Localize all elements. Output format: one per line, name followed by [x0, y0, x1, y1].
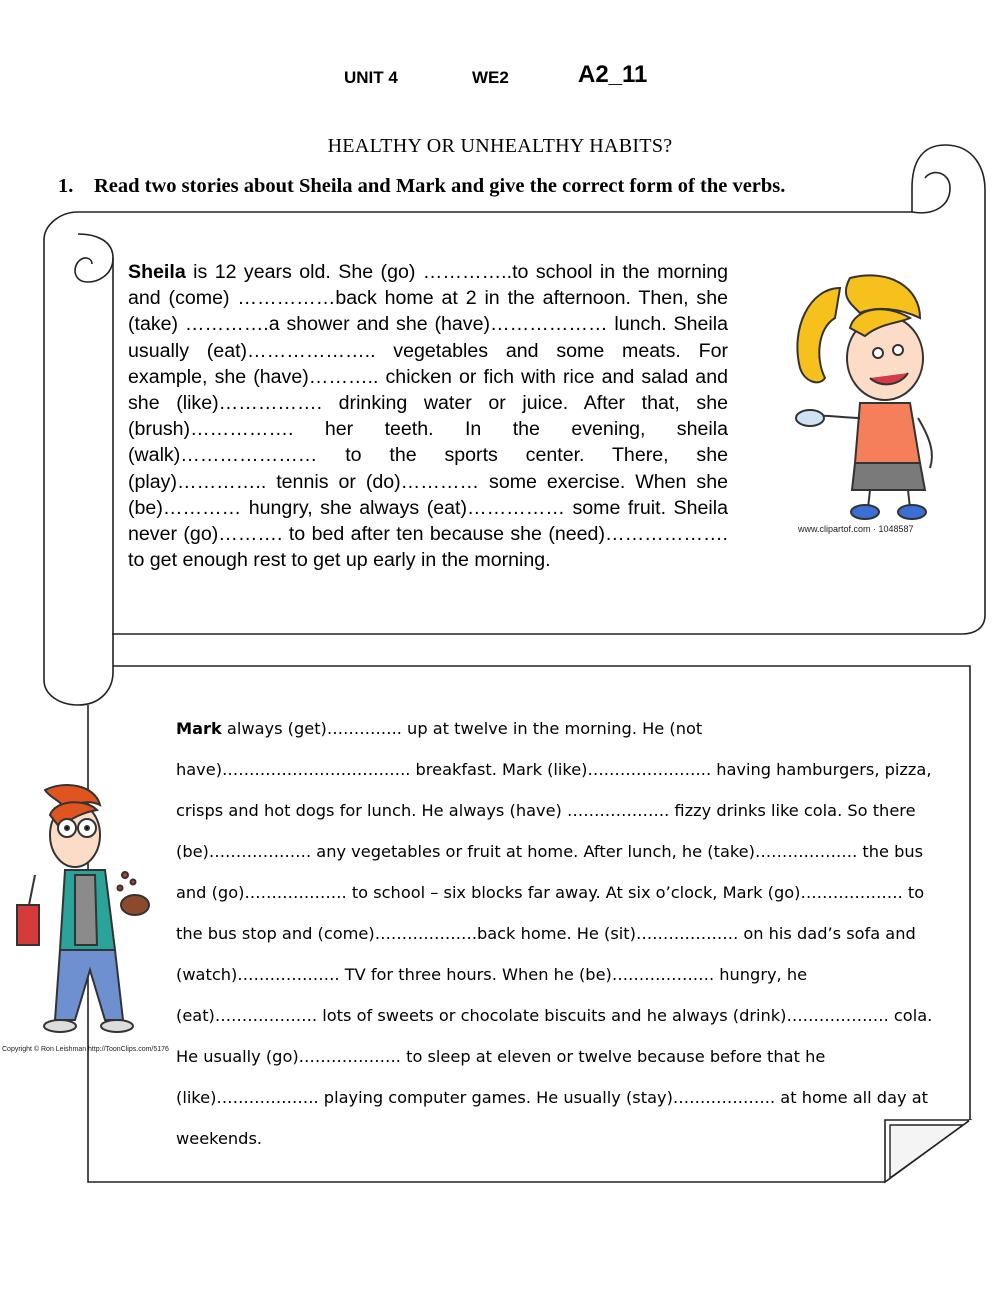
mark-name: Mark: [176, 719, 222, 738]
code-label: A2_11: [578, 61, 648, 88]
instruction-text: Read two stories about Sheila and Mark and give the correct form of the verbs.: [94, 175, 786, 197]
mark-illustration: [5, 780, 170, 1060]
sheila-story-text: is 12 years old. She (go) …………..to school in the morning and (come) ……………back home at 2 in the afternoon. Then, she (take) ………….a shower and she (have)……………… lunch. Sheila usually (eat)……………….. vegetables and some meats. For example, she (have)……….. chicken or fich with rice and salad and she (like)……………. drinking water or juice. After that, she (brush)……………. her teeth. In the evening, sheila (walk)………………… to the sports center. There, she (play)………….. tennis or (do)………… some exercise. When she (be)………… hungry, she always (eat)…………… some fruit. Sheila never (go)………. to bed after ten because she (need)………………. to get enough rest to get up early in the morning.: [128, 261, 728, 572]
instruction-number: 1.: [58, 175, 74, 197]
mark-story-text: always (get)………….. up at twelve in the morning. He (not have)…………………………….. breakfast. Mark (like)………………….. having hamburgers, pizza, crisps and hot dogs for lunch. He always (have) ………………. fizzy drinks like cola. So there (be)………………. any vegetables or fruit at home. After lunch, he (take)………………. the bus and (go)………………. to school – six blocks far away. At six o’clock, Mark (go)………………. to the bus stop and (come)……………….back home. He (sit)………………. on his dad’s sofa and (watch)………………. TV for three hours. When he (be)………………. hungry, he (eat)………………. lots of sweets or chocolate biscuits and he always (drink)………………. cola. He usually (go)………………. to sleep at eleven or twelve because before that he (like)………………. playing computer games. He usually (stay)………………. at home all day at weekends.: [176, 719, 933, 1148]
mark-image-credit-left: Copyright © Ron Leishman: [2, 1046, 87, 1053]
mark-image-credit-right: http://ToonClips.com/5176: [88, 1046, 169, 1053]
unit-label: UNIT 4: [344, 68, 398, 87]
sheila-illustration: [780, 268, 955, 523]
we-label: WE2: [472, 68, 509, 87]
sheila-name: Sheila: [128, 261, 186, 283]
page-title: HEALTHY OR UNHEALTHY HABITS?: [327, 135, 673, 157]
sheila-story: [128, 259, 728, 573]
sheila-image-credit: www.clipartof.com · 1048587: [798, 524, 914, 534]
mark-story: [176, 708, 941, 1159]
